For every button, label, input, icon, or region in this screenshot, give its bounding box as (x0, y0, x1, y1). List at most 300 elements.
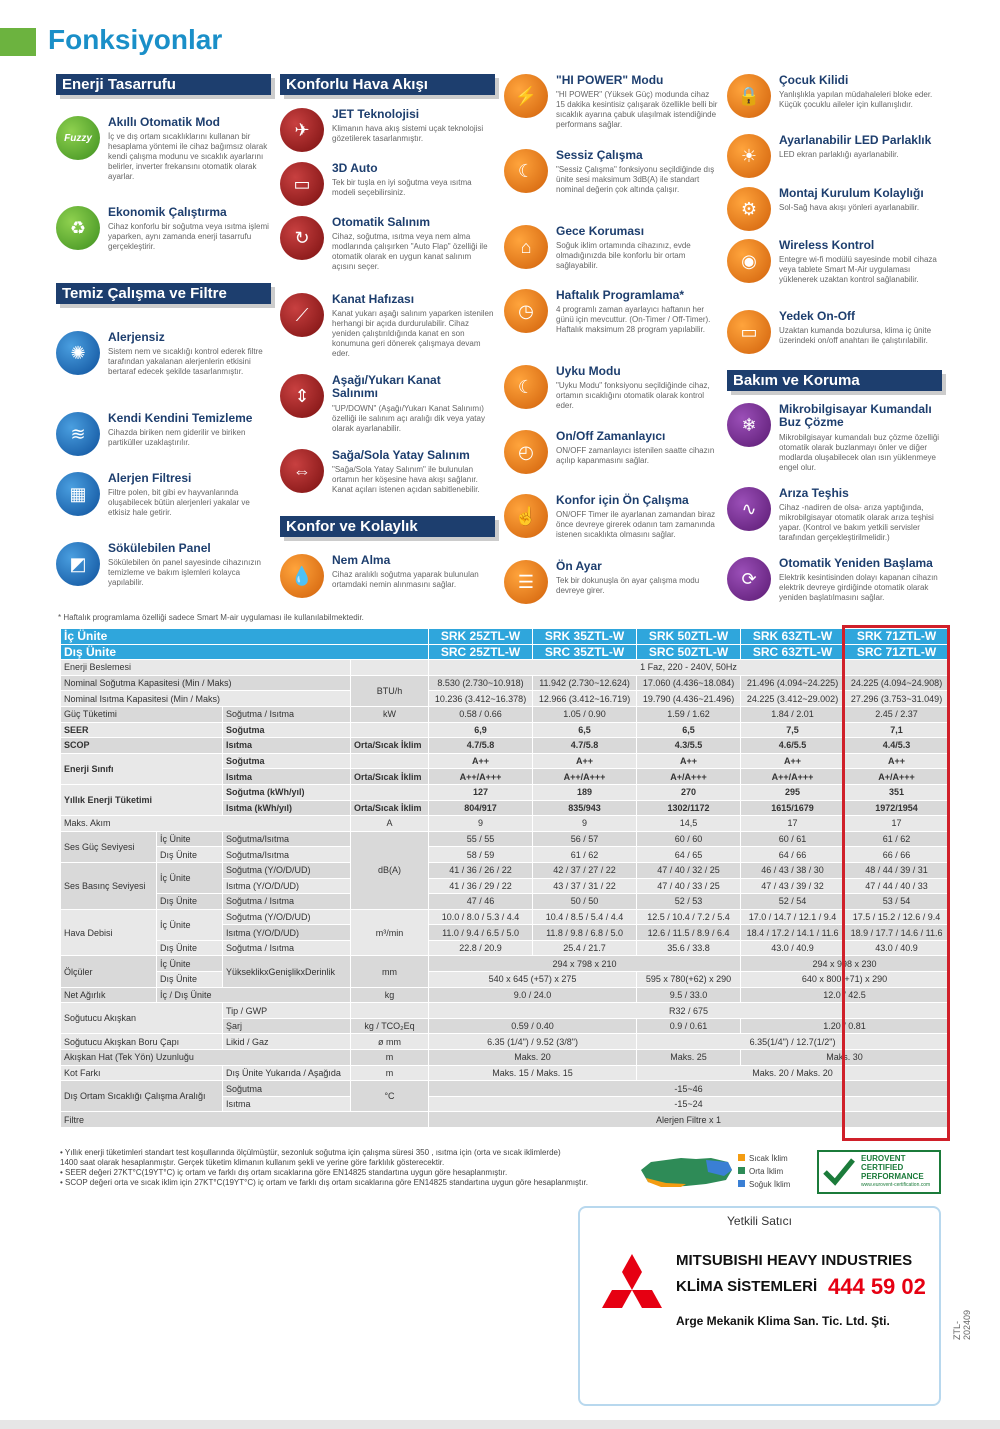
sub-label: İç Ünite (157, 831, 223, 847)
dehumidify-icon: 💧 (280, 554, 324, 598)
eurovent-check-icon (821, 1154, 857, 1190)
highlight-box (842, 625, 950, 1141)
unit-cell: Orta/Sıcak İklim (351, 800, 429, 816)
value-cell: -15~24 (429, 1096, 949, 1112)
value-cell: 66 / 66 (845, 847, 949, 863)
value-cell: 43.0 / 40.9 (741, 940, 845, 956)
value-cell: 12.0 / 42.5 (741, 987, 949, 1003)
model-dis: SRC 35ZTL-W (533, 644, 637, 660)
value-cell: 50 / 50 (533, 894, 637, 910)
feature-title: Nem Alma (332, 553, 391, 567)
table-row (61, 1034, 949, 1050)
sub-label: Soğutma (223, 1081, 351, 1097)
unit-cell (351, 784, 429, 800)
value-cell: Maks. 25 (637, 1050, 741, 1066)
value-cell: 0.58 / 0.66 (429, 706, 533, 722)
table-row (61, 987, 949, 1003)
table-row (61, 660, 949, 676)
value-cell: 127 (429, 784, 533, 800)
value-cell: 18.4 / 17.2 / 14.1 / 11.6 (741, 925, 845, 941)
feature-sokulebilen (56, 542, 271, 592)
value-cell: 1.84 / 2.01 (741, 706, 845, 722)
row-label: Net Ağırlık (61, 987, 157, 1003)
fuzzy-icon: Fuzzy (56, 116, 100, 160)
dealer-label: Yetkili Satıcı (727, 1214, 792, 1228)
value-cell: A++ (845, 753, 949, 769)
model-ic: SRK 50ZTL-W (637, 629, 741, 645)
feature-title: Sessiz Çalışma (556, 148, 643, 162)
value-cell: 10.0 / 8.0 / 5.3 / 4.4 (429, 909, 533, 925)
feature-ariza (727, 487, 942, 547)
feature-title: Kendi Kendini Temizleme (108, 411, 253, 425)
value-cell: 0.9 / 0.61 (637, 1018, 741, 1034)
row-label: Nominal Soğutma Kapasitesi (Min / Maks) (61, 675, 351, 691)
swing-icon: ↻ (280, 216, 324, 260)
table-row (61, 722, 949, 738)
feature-title: Ekonomik Çalıştırma (108, 205, 227, 219)
sub-label: Isıtma (Y/O/D/UD) (223, 878, 351, 894)
feature-desc: Klimanın hava akış sistemi uçak teknolojisi gözetilerek tasarlanmıştır. (332, 124, 484, 143)
row-label: Ses Güç Seviyesi (61, 831, 157, 862)
sub-label: Soğutma/Isıtma (223, 847, 351, 863)
column-2b (280, 516, 495, 537)
value-cell: 1972/1954 (845, 800, 949, 816)
feature-sessiz (504, 149, 719, 209)
feature-title: Aşağı/Yukarı Kanat Salınımı (332, 373, 441, 400)
sub-label: Soğutma / Isıtma (223, 894, 351, 910)
sleep-icon: ☾ (504, 365, 548, 409)
eurovent-text: CERTIFIED (861, 1163, 904, 1172)
title-accent-bar (0, 28, 36, 56)
value-cell: 295 (741, 784, 845, 800)
feature-desc: Uzaktan kumanda bozulursa, klima iç ünite üzerindeki on/off anahtarı ile çalıştırılabilir. (779, 326, 932, 345)
row-label: Ses Basınç Seviyesi (61, 862, 157, 909)
notes (60, 1148, 640, 1188)
feature-desc: "Sessiz Çalışma" fonksiyonu seçildiğinde dış ünite sesi maksimum 3dB(A) ile standart nominal değerin çok altında çalışır. (556, 165, 715, 194)
feature-title: Kanat Hafızası (332, 292, 415, 306)
dis-unite-label: Dış Ünite (61, 644, 429, 660)
panel-icon: ◩ (56, 542, 100, 586)
allergen-icon: ✺ (56, 331, 100, 375)
row-label: Akışkan Hat (Tek Yön) Uzunluğu (61, 1050, 351, 1066)
feature-desc: İç ve dış ortam sıcaklıklarını kullanan bir hesaplama yöntemi ile cihaz bağımsız olarak kendi çalışma modunu ve sıcaklık ayarlarını belirler, inverter frekansını otomatik olarak ayarlar. (108, 132, 268, 181)
sub-label: Dış Ünite (157, 847, 223, 863)
value-cell: 17.060 (4.436~18.084) (637, 675, 741, 691)
sub-label: Dış Ünite (157, 940, 223, 956)
feature-cocuk (727, 74, 942, 124)
legend-hot (738, 1152, 790, 1165)
eurovent-logo (817, 1150, 941, 1194)
value-cell: 43.0 / 40.9 (845, 940, 949, 956)
led-icon: ☀ (727, 134, 771, 178)
feature-desc: Soğuk iklim ortamında cihazınız, evde olmadığınızda bile konforlu bir ortam sağlayabilir. (556, 241, 691, 270)
value-cell: 47 / 40 / 32 / 25 (637, 862, 741, 878)
feature-kanat (280, 293, 495, 363)
feature-desc: LED ekran parlaklığı ayarlanabilir. (779, 150, 899, 159)
feature-desc: Entegre wi-fi modülü sayesinde mobil cihaza veya tablete Smart M-Air uygulaması yüklenerek uzaktan kontrol sağlanabilir. (779, 255, 937, 284)
sub-label: Likid / Gaz (223, 1034, 351, 1050)
feature-title: Otomatik Yeniden Başlama (779, 556, 933, 570)
value-cell: 21.496 (4.094~24.225) (741, 675, 845, 691)
value-cell: 7,5 (741, 722, 845, 738)
value-cell: 61 / 62 (533, 847, 637, 863)
dealer-phone: 444 59 02 (828, 1274, 926, 1299)
sub-label: Soğutma (223, 722, 351, 738)
value-cell: 2.45 / 2.37 (845, 706, 949, 722)
row-label: Nominal Isıtma Kapasitesi (Min / Maks) (61, 691, 351, 707)
value-cell: 56 / 57 (533, 831, 637, 847)
feature-title: Sökülebilen Panel (108, 541, 211, 555)
value-cell: 52 / 54 (741, 894, 845, 910)
feature-ekonomik (56, 206, 271, 256)
sub-label: Isıtma (kWh/yıl) (223, 800, 351, 816)
value-cell: 11.8 / 9.8 / 6.8 / 5.0 (533, 925, 637, 941)
row-label: Yıllık Enerji Tüketimi (61, 784, 223, 815)
value-cell: 48 / 44 / 39 / 31 (845, 862, 949, 878)
feature-title: Ön Ayar (556, 559, 602, 573)
feature-desc: Filtre polen, bit gibi ev hayvanlarında oluşabilecek bütün alerjenleri yakalar ve etkisiz hale getirir. (108, 488, 250, 517)
feature-desc: ON/OFF zamanlayıcı istenilen saatte cihazın açılıp kapanmasını sağlar. (556, 446, 715, 465)
table-row (61, 847, 949, 863)
eurovent-text: PERFORMANCE (861, 1172, 924, 1181)
value-cell: 64 / 66 (741, 847, 845, 863)
backup-switch-icon: ▭ (727, 310, 771, 354)
unit-cell: kg (351, 987, 429, 1003)
feature-konfor-on (504, 494, 719, 548)
value-cell: Maks. 20 / Maks. 20 (637, 1065, 949, 1081)
row-label: Kot Farkı (61, 1065, 223, 1081)
value-cell: 60 / 61 (741, 831, 845, 847)
feature-otomatik-salinim (280, 216, 495, 276)
value-cell: A++ (741, 753, 845, 769)
value-cell: 18.9 / 17.7 / 14.6 / 11.6 (845, 925, 949, 941)
legend-label: Soğuk İklim (749, 1180, 791, 1189)
feature-desc: Elektrik kesintisinden dolayı kapanan cihazın elektrik devreye girdiğinde otomatik olarak yeniden başlatılmasını sağlar. (779, 573, 938, 602)
row-label: Maks. Akım (61, 816, 351, 832)
pre-run-icon: ☝ (504, 494, 548, 538)
feature-on-ayar (504, 560, 719, 604)
value-cell: Maks. 20 (429, 1050, 637, 1066)
table-row (61, 784, 949, 800)
feature-title: Çocuk Kilidi (779, 73, 849, 87)
value-cell: 22.8 / 20.9 (429, 940, 533, 956)
value-cell: 1615/1679 (741, 800, 845, 816)
feature-desc: Cihaz konforlu bir soğutma veya ısıtma işlemi yaparken, aynı zamanda enerji tasarrufu gerçekleştirir. (108, 222, 269, 251)
sub-label: Dış Ünite (157, 894, 223, 910)
feature-title: "HI POWER" Modu (556, 73, 664, 87)
unit-cell: °C (351, 1081, 429, 1112)
column-2 (280, 74, 495, 95)
table-row (61, 956, 949, 972)
column-1 (56, 74, 271, 95)
flap-memory-icon: ⟋ (280, 293, 324, 337)
value-cell: 9.0 / 24.0 (429, 987, 637, 1003)
feature-desc: Cihaz -nadiren de olsa- arıza yaptığında, mikrobilgisayar otomatik olarak arıza teşhisi yapar. (Kontrol ve bakım yetkili servisler tarafından gerçekleştirilmelidir.) (779, 503, 934, 542)
value-cell: 1.05 / 0.90 (533, 706, 637, 722)
feature-yedek (727, 310, 942, 360)
value-cell: Alerjen Filtre x 1 (429, 1112, 949, 1128)
value-cell: 4.7/5.8 (533, 738, 637, 754)
value-cell: 595 x 780(+62) x 290 (637, 972, 741, 988)
value-cell: 294 x 798 x 210 (429, 956, 741, 972)
feature-onoff (504, 430, 719, 474)
sub-label: Isıtma (223, 1096, 351, 1112)
value-cell: Maks. 30 (741, 1050, 949, 1066)
model-dis: SRC 71ZTL-W (845, 644, 949, 660)
table-row (61, 1050, 949, 1066)
table-row (61, 753, 949, 769)
value-cell: 640 x 800(+71) x 290 (741, 972, 949, 988)
timer-icon: ◴ (504, 430, 548, 474)
feature-alerjensiz (56, 331, 271, 391)
page-title: Fonksiyonlar (48, 24, 223, 55)
value-cell: A++/A+++ (741, 769, 845, 785)
sub-label: Soğutma (Y/O/D/UD) (223, 909, 351, 925)
value-cell: 10.4 / 8.5 / 5.4 / 4.4 (533, 909, 637, 925)
value-cell: 41 / 36 / 29 / 22 (429, 878, 533, 894)
lock-icon: 🔒 (727, 74, 771, 118)
filter-icon: ▦ (56, 472, 100, 516)
doc-code: ZTL-202409 (952, 1309, 972, 1340)
value-cell: 17.5 / 15.2 / 12.6 / 9.4 (845, 909, 949, 925)
feature-title: Ayarlanabilir LED Parlaklık (779, 133, 932, 147)
note-line: 1400 saat olarak hesaplanmıştır. Gerçek tüketim klimanın kullanım şekli ve yerine göre farklılık gösterecektir. (60, 1158, 445, 1167)
value-cell: 9 (429, 816, 533, 832)
weekly-timer-icon: ◷ (504, 289, 548, 333)
feature-title: Uyku Modu (556, 364, 621, 378)
feature-led (727, 134, 942, 178)
sub-label: İç Ünite (157, 862, 223, 893)
sub-label: İç Ünite (157, 956, 223, 972)
diagnostics-icon: ∿ (727, 487, 771, 531)
unit-cell: A (351, 816, 429, 832)
note-line: • SCOP değeri orta ve sıcak iklim için 27KT°C(19YT°C) iç ortam ve farklı dış ortam sıcaklarına göre EN14825 standartına uygun göre hesaplanmıştır. (60, 1178, 588, 1187)
table-row (61, 738, 949, 754)
value-cell: 4.3/5.5 (637, 738, 741, 754)
row-label: Ölçüler (61, 956, 157, 987)
feature-saga (280, 449, 495, 503)
row-label: Filtre (61, 1112, 429, 1128)
silent-icon: ☾ (504, 149, 548, 193)
model-ic: SRK 25ZTL-W (429, 629, 533, 645)
value-cell: 41 / 36 / 26 / 22 (429, 862, 533, 878)
preset-icon: ☰ (504, 560, 548, 604)
table-row (61, 1003, 949, 1019)
row-label: Enerji Sınıfı (61, 753, 223, 784)
unit-cell: kg / TCO₂Eq (351, 1018, 429, 1034)
value-cell: 17.0 / 14.7 / 12.1 / 9.4 (741, 909, 845, 925)
section-temiz: Temiz Çalışma ve Filtre (56, 283, 271, 304)
sub-label: Soğutma (kWh/yıl) (223, 784, 351, 800)
table-row (61, 1065, 949, 1081)
unit-cell: BTU/h (351, 675, 429, 706)
sub-label: Dış Ünite Yukarıda / Aşağıda (223, 1065, 351, 1081)
sub-label: Soğutma (Y/O/D/UD) (223, 862, 351, 878)
table-row (61, 691, 949, 707)
section-konfor-kolaylik: Konfor ve Kolaylık (280, 516, 495, 537)
turkey-climate-map (636, 1150, 736, 1194)
table-row (61, 831, 949, 847)
dealer-company: MITSUBISHI HEAVY INDUSTRIES (676, 1252, 913, 1269)
sub-label: Soğutma / Isıtma (223, 940, 351, 956)
header-row-dis (61, 644, 949, 660)
value-cell: 35.6 / 33.8 (637, 940, 741, 956)
table-row (61, 972, 949, 988)
value-cell: 42 / 37 / 27 / 22 (533, 862, 637, 878)
value-cell: 12.6 / 11.5 / 8.9 / 6.4 (637, 925, 741, 941)
unit-cell: kW (351, 706, 429, 722)
row-label: SEER (61, 722, 223, 738)
dealer-box (578, 1206, 941, 1406)
feature-title: Haftalık Programlama* (556, 288, 685, 302)
eurovent-url: www.eurovent-certification.com (861, 1182, 931, 1188)
jet-icon: ✈ (280, 108, 324, 152)
value-cell: 19.790 (4.436~21.496) (637, 691, 741, 707)
value-cell: 9 (533, 816, 637, 832)
value-cell: A+/A+++ (845, 769, 949, 785)
value-cell: 27.296 (3.753~31.049) (845, 691, 949, 707)
restart-icon: ⟳ (727, 557, 771, 601)
dealer-card (590, 1238, 933, 1350)
legend-cold (738, 1178, 790, 1191)
feature-title: Gece Koruması (556, 224, 645, 238)
table-row (61, 1112, 949, 1128)
feature-asagi (280, 374, 495, 440)
sub-label: Şarj (223, 1018, 351, 1034)
value-cell: 270 (637, 784, 741, 800)
value-cell: 835/943 (533, 800, 637, 816)
header-row-ic (61, 629, 949, 645)
sub-label: Isıtma (Y/O/D/UD) (223, 925, 351, 941)
feature-title: On/Off Zamanlayıcı (556, 429, 666, 443)
table-row (61, 862, 949, 878)
feature-gece (504, 225, 719, 275)
feature-desc: Yanlışlıkla yapılan müdahaleleri bloke eder. Küçük çocuklu aileler için kullanışlıdır. (779, 90, 933, 109)
dealer-firm: Arge Mekanik Klima San. Tic. Ltd. Şti. (676, 1314, 890, 1328)
unit-cell: Orta/Sıcak İklim (351, 769, 429, 785)
value-cell: 47 / 43 / 39 / 32 (741, 878, 845, 894)
note-line: • Yıllık enerji tüketimleri standart test koşullarında ölçülmüştür, sezonluk soğutma için çalışma süresi 350 , ısıtma için (orta ve sıcak iklimlerde) (60, 1148, 561, 1157)
sub-label: Tip / GWP (223, 1003, 351, 1019)
value-cell: 6.35(1/4") / 12.7(1/2") (637, 1034, 949, 1050)
column-1b (56, 283, 271, 304)
mitsubishi-logo-icon (594, 1250, 670, 1326)
row-label: SCOP (61, 738, 223, 754)
value-cell: 55 / 55 (429, 831, 533, 847)
table-row (61, 675, 949, 691)
value-cell: 14,5 (637, 816, 741, 832)
weekly-footnote: * Haftalık programlama özelliği sadece Smart M-air uygulaması ile kullanılabilmektedir. (58, 613, 364, 622)
value-cell: 61 / 62 (845, 831, 949, 847)
unit-cell: m (351, 1065, 429, 1081)
value-cell: 4.4/5.3 (845, 738, 949, 754)
sub-label: Isıtma (223, 769, 351, 785)
sub-label: Isıtma (223, 738, 351, 754)
value-cell: 294 x 998 x 230 (741, 956, 949, 972)
value-cell: 53 / 54 (845, 894, 949, 910)
feature-desc: "HI POWER" (Yüksek Güç) modunda cihaz 15 dakika kesintisiz çalışarak özellikle belli bir sıcaklık ayarına çabuk ulaşılmak istendiğinde performans sağlar. (556, 90, 718, 129)
3d-auto-icon: ▭ (280, 162, 324, 206)
row-label: Enerji Beslemesi (61, 660, 351, 676)
feature-title: Mikrobilgisayar Kumandalı Buz Çözme (779, 402, 932, 429)
value-cell: 24.225 (3.412~29.002) (741, 691, 845, 707)
model-ic: SRK 63ZTL-W (741, 629, 845, 645)
feature-mikro (727, 403, 942, 477)
value-cell: 1.59 / 1.62 (637, 706, 741, 722)
sub-label: Soğutma / Isıtma (223, 706, 351, 722)
value-cell: 11.0 / 9.4 / 6.5 / 5.0 (429, 925, 533, 941)
value-cell: A++/A+++ (533, 769, 637, 785)
value-cell: 6.35 (1/4") / 9.52 (3/8") (429, 1034, 637, 1050)
unit-cell (351, 722, 429, 738)
feature-alerjen-filtresi (56, 472, 271, 522)
feature-akilli (56, 116, 271, 196)
feature-uyku (504, 365, 719, 415)
value-cell: 4.7/5.8 (429, 738, 533, 754)
value-cell: 7,1 (845, 722, 949, 738)
left-right-icon: ⇔ (280, 449, 324, 493)
feature-desc: 4 programlı zaman ayarlayıcı haftanın her günü için mevcuttur. (On-Timer / Off-Timer). Haftalık maksimum 28 program yapılabilir. (556, 305, 711, 334)
feature-desc: "Sağa/Sola Yatay Salınım" ile bulunulan ortamın her köşesine hava akışı sağlanır. Kanat açıları istenen açıdan sabitlenebilir. (332, 465, 480, 494)
value-cell: 6,9 (429, 722, 533, 738)
eco-icon: ♻ (56, 206, 100, 250)
feature-title: Akıllı Otomatik Mod (108, 115, 221, 129)
sub-label: Soğutma/Isıtma (223, 831, 351, 847)
value-cell: Maks. 15 / Maks. 15 (429, 1065, 637, 1081)
value-cell: 8.530 (2.730~10.918) (429, 675, 533, 691)
dealer-company: KLİMA SİSTEMLERİ (676, 1278, 818, 1295)
feature-desc: "Uyku Modu" fonksiyonu seçildiğinde cihaz, ortamın sıcaklığını otomatik olarak kontrol eder. (556, 381, 710, 410)
feature-desc: Sistem nem ve sıcaklığı kontrol ederek filtre tarafından yakalanan alerjenlerin etkisini bertaraf edecek şekilde tasarlanmıştır. (108, 347, 263, 376)
value-cell: 60 / 60 (637, 831, 741, 847)
ic-unite-label: İç Ünite (61, 629, 429, 645)
table-row (61, 940, 949, 956)
feature-title: Arıza Teşhis (779, 486, 849, 500)
model-dis: SRC 50ZTL-W (637, 644, 741, 660)
section-bakim: Bakım ve Koruma (727, 370, 942, 391)
spec-table (60, 628, 949, 1128)
sub-label: İç / Dış Ünite (157, 987, 351, 1003)
feature-jet (280, 108, 495, 152)
legend-mid (738, 1165, 790, 1178)
value-cell: 1302/1172 (637, 800, 741, 816)
model-ic: SRK 71ZTL-W (845, 629, 949, 645)
value-cell: -15~46 (429, 1081, 949, 1097)
feature-wireless (727, 239, 942, 303)
feature-desc: "UP/DOWN" (Aşağı/Yukarı Kanat Salınımı) özelliği ile salınım açı aralığı dik veya yatay olarak ayarlanabilir. (332, 404, 485, 433)
self-clean-icon: ≋ (56, 412, 100, 456)
feature-desc: ON/OFF Timer ile ayarlanan zamandan biraz önce devreye girerek odanın tam zamanında istenen sıcaklıkta olmasını sağlar. (556, 510, 716, 539)
feature-title: 3D Auto (332, 161, 378, 175)
feature-title: Yedek On-Off (779, 309, 856, 323)
value-cell: 804/917 (429, 800, 533, 816)
value-cell: 47 / 46 (429, 894, 533, 910)
install-icon: ⚙ (727, 187, 771, 231)
feature-title: Alerjensiz (108, 330, 165, 344)
value-cell: 12.966 (3.412~16.719) (533, 691, 637, 707)
feature-desc: Cihaz aralıklı soğutma yaparak bulunulan ortamdaki nemin alınmasını sağlar. (332, 570, 479, 589)
value-cell: A++/A+++ (429, 769, 533, 785)
value-cell: 540 x 645 (+57) x 275 (429, 972, 637, 988)
feature-desc: Sökülebilen ön panel sayesinde cihazınızın temizleme ve bakım işlemleri kolayca yapılabilir. (108, 558, 261, 587)
feature-haftalik (504, 289, 719, 349)
value-cell: A++ (429, 753, 533, 769)
sub-label: Soğutma (223, 753, 351, 769)
value-cell: 1.20 / 0.81 (741, 1018, 949, 1034)
table-row (61, 816, 949, 832)
feature-desc: Kanat yukarı aşağı salınım yaparken istenilen herhangi bir açıda durdurulabilir. Cihaz yeniden çalıştırıldığında kanat en son konumuna geri dönerek çalışmaya devam eder. (332, 309, 494, 358)
climate-legend (738, 1152, 790, 1191)
